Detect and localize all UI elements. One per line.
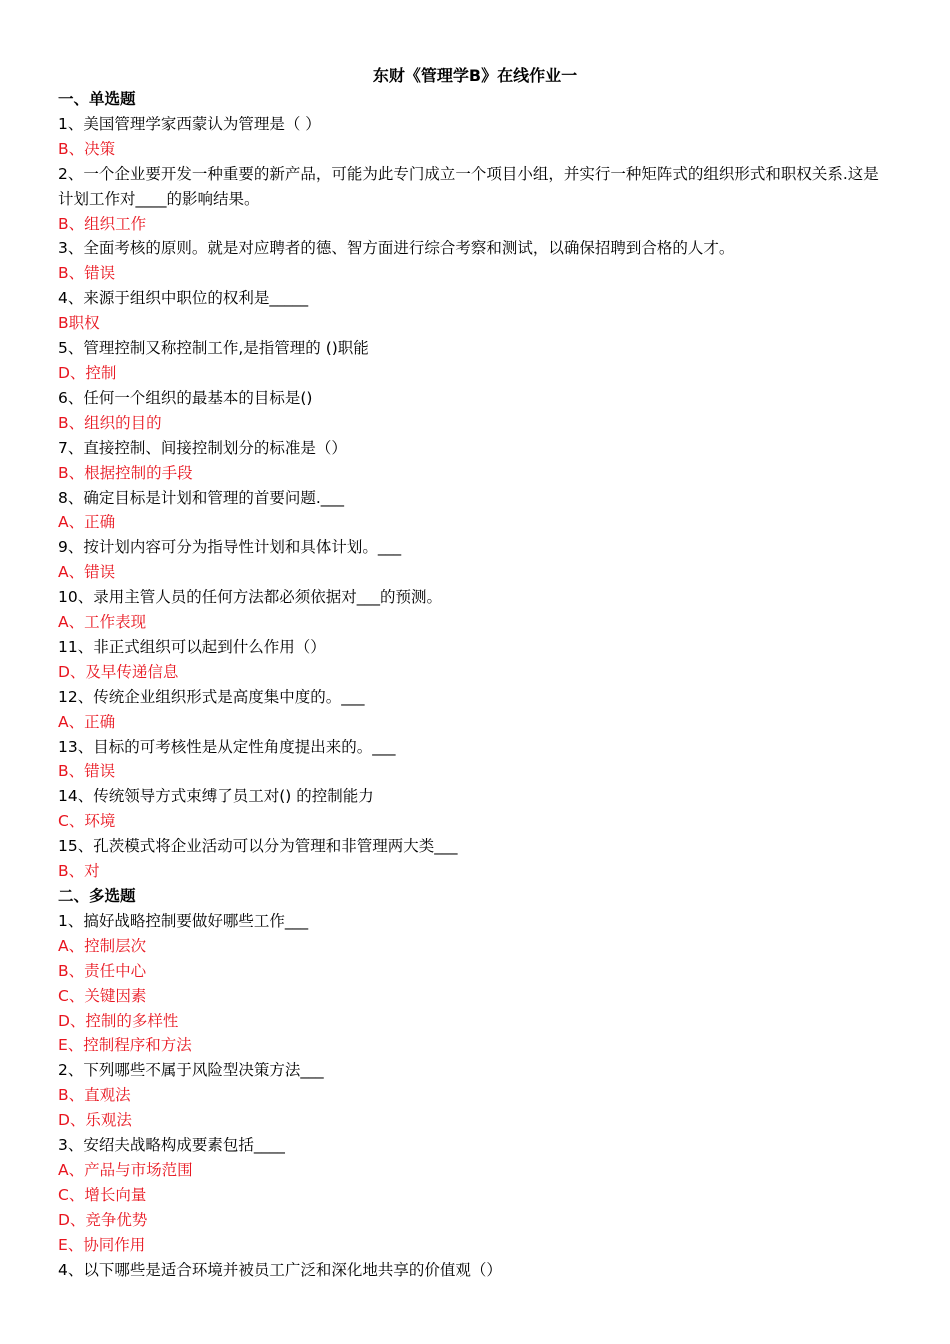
answer-text: B、责任中心 — [58, 961, 147, 980]
question-text: 4、来源于组织中职位的权利是_____ — [58, 289, 309, 308]
question-text: 3、安绍夫战略构成要素包括____ — [58, 1136, 285, 1155]
question-text: 7、直接控制、间接控制划分的标准是（） — [58, 438, 347, 457]
question-text: 12、传统企业组织形式是高度集中度的。___ — [58, 687, 365, 706]
question-text: 5、管理控制又称控制工作,是指管理的 ()职能 — [58, 339, 369, 358]
answer-text: B、错误 — [58, 762, 116, 781]
answer-text: B、根据控制的手段 — [58, 463, 193, 482]
answer-text: A、控制层次 — [58, 936, 147, 955]
answer-text: E、协同作用 — [58, 1235, 146, 1254]
answer-text: D、竞争优势 — [58, 1210, 148, 1229]
answer-text: B、组织的目的 — [58, 413, 162, 432]
answer-text: A、正确 — [58, 712, 116, 731]
answer-text: E、控制程序和方法 — [58, 1036, 192, 1055]
answer-text: A、产品与市场范围 — [58, 1160, 193, 1179]
question-text: 1、美国管理学家西蒙认为管理是（ ） — [58, 114, 321, 133]
document-title: 东财《管理学B》在线作业一 — [372, 66, 578, 85]
answer-text: D、控制 — [58, 363, 117, 382]
question-text: 8、确定目标是计划和管理的首要问题.___ — [58, 488, 345, 507]
question-text: 2、一个企业要开发一种重要的新产品，可能为此专门成立一个项目小组，并实行一种矩阵式的组织形式和职权关系.这是计划工作对____的影响结果。 — [58, 164, 879, 208]
question-text: 11、非正式组织可以起到什么作用（） — [58, 637, 326, 656]
answer-text: B、对 — [58, 862, 100, 881]
question-text: 1、搞好战略控制要做好哪些工作___ — [58, 911, 309, 930]
question-text: 9、按计划内容可分为指导性计划和具体计划。___ — [58, 538, 402, 557]
answer-text: A、错误 — [58, 563, 116, 582]
section-heading: 一、单选题 — [58, 90, 136, 108]
question-text: 15、孔茨模式将企业活动可以分为管理和非管理两大类___ — [58, 837, 458, 856]
answer-text: B职权 — [58, 314, 100, 333]
question-text: 14、传统领导方式束缚了员工对() 的控制能力 — [58, 787, 374, 806]
answer-text: B、组织工作 — [58, 214, 147, 233]
question-text: 6、任何一个组织的最基本的目标是() — [58, 388, 313, 407]
document-body — [58, 87, 894, 1283]
answer-text: D、及早传递信息 — [58, 662, 179, 681]
question-text: 10、录用主管人员的任何方法都必须依据对___的预测。 — [58, 588, 442, 607]
question-text: 13、目标的可考核性是从定性角度提出来的。___ — [58, 737, 396, 756]
answer-text: A、工作表现 — [58, 613, 147, 632]
answer-text: D、控制的多样性 — [58, 1011, 179, 1030]
question-text: 3、全面考核的原则。就是对应聘者的德、智方面进行综合考察和测试，以确保招聘到合格的人才。 — [58, 239, 735, 258]
section-heading: 二、多选题 — [58, 887, 136, 905]
answer-text: B、错误 — [58, 264, 116, 283]
answer-text: A、正确 — [58, 513, 116, 532]
answer-text: C、关键因素 — [58, 986, 147, 1005]
answer-text: C、环境 — [58, 812, 116, 831]
answer-text: B、决策 — [58, 139, 116, 158]
answer-text: D、乐观法 — [58, 1111, 132, 1130]
answer-text: C、增长向量 — [58, 1185, 147, 1204]
question-text: 4、以下哪些是适合环境并被员工广泛和深化地共享的价值观（） — [58, 1260, 502, 1279]
answer-text: B、直观法 — [58, 1086, 131, 1105]
question-text: 2、下列哪些不属于风险型决策方法___ — [58, 1061, 324, 1080]
